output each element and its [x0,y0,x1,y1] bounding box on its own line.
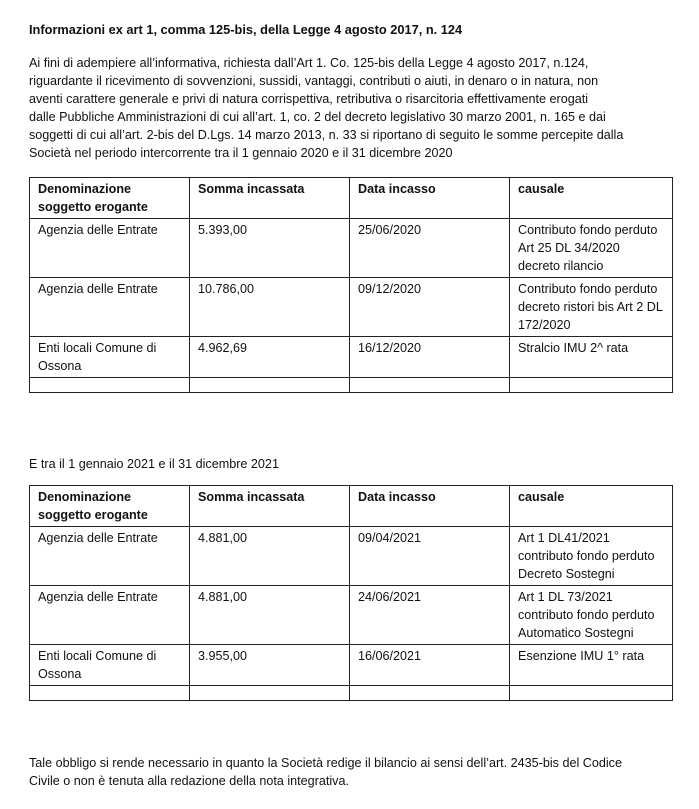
table-row [30,278,673,337]
closing-line: Civile o non è tenuta alla redazione della nota integrativa. [29,774,349,788]
empty-cell [190,686,350,701]
cell-data: 09/04/2021 [350,527,510,586]
column-header-data: Data incasso [350,178,510,219]
cell-causale: Art 1 DL 73/2021 contributo fondo perduto Automatico Sostegni [510,586,673,645]
table-row [30,645,673,686]
cell-data: 25/06/2020 [350,219,510,278]
cell-somma: 4.962,69 [190,337,350,378]
table-2021 [29,485,673,701]
column-header-causale: causale [510,178,673,219]
intro-line: aventi carattere generale e privi di natura corrispettiva, retributiva o risarcitoria effettivamente erogati [29,92,589,106]
empty-cell [350,378,510,393]
cell-denominazione: Enti locali Comune di Ossona [30,337,190,378]
intro-line: riguardante il ricevimento di sovvenzioni, sussidi, vantaggi, contributi o aiuti, in denaro o in natura, non [29,74,599,88]
document-heading: Informazioni ex art 1, comma 125-bis, della Legge 4 agosto 2017, n. 124 [29,22,463,37]
cell-denominazione: Agenzia delle Entrate [30,586,190,645]
cell-data: 24/06/2021 [350,586,510,645]
empty-cell [190,378,350,393]
empty-cell [510,686,673,701]
table-header-row [30,178,673,219]
cell-denominazione: Enti locali Comune di Ossona [30,645,190,686]
cell-causale: Contributo fondo perduto Art 25 DL 34/2020 decreto rilancio [510,219,673,278]
closing-line: Tale obbligo si rende necessario in quanto la Società redige il bilancio ai sensi dell’art. 2435-bis del Codice [29,756,622,770]
table-2020 [29,177,673,393]
cell-somma: 10.786,00 [190,278,350,337]
empty-table-row [30,378,673,393]
cell-data: 09/12/2020 [350,278,510,337]
empty-cell [510,378,673,393]
cell-denominazione: Agenzia delle Entrate [30,219,190,278]
table-row [30,219,673,278]
cell-somma: 3.955,00 [190,645,350,686]
column-header-somma: Somma incassata [190,178,350,219]
column-header-causale: causale [510,486,673,527]
intro-line: dalle Pubbliche Amministrazioni di cui all’art. 1, co. 2 del decreto legislativo 30 marzo 2001, n. 165 e dai [29,110,606,124]
cell-data: 16/06/2021 [350,645,510,686]
intro-line: soggetti di cui all’art. 2-bis del D.Lgs. 14 marzo 2013, n. 33 si riportano di seguito le somme percepite dalla [29,128,624,142]
cell-causale: Art 1 DL41/2021 contributo fondo perduto Decreto Sostegni [510,527,673,586]
cell-causale: Contributo fondo perduto decreto ristori bis Art 2 DL 172/2020 [510,278,673,337]
cell-causale: Esenzione IMU 1° rata [510,645,673,686]
table-row [30,337,673,378]
column-header-data: Data incasso [350,486,510,527]
empty-cell [30,686,190,701]
cell-denominazione: Agenzia delle Entrate [30,278,190,337]
empty-table-row [30,686,673,701]
cell-somma: 4.881,00 [190,586,350,645]
empty-cell [350,686,510,701]
intro-line: Società nel periodo intercorrente tra il 1 gennaio 2020 e il 31 dicembre 2020 [29,146,453,160]
empty-cell [30,378,190,393]
column-header-somma: Somma incassata [190,486,350,527]
cell-causale: Stralcio IMU 2^ rata [510,337,673,378]
table-header-row [30,486,673,527]
cell-denominazione: Agenzia delle Entrate [30,527,190,586]
closing-paragraph [29,754,672,790]
column-header-denominazione: Denominazione soggetto erogante [30,178,190,219]
intro-line: Ai fini di adempiere all’informativa, richiesta dall’Art 1. Co. 125-bis della Legge 4 agosto 2017, n.124, [29,56,589,70]
table-row [30,586,673,645]
cell-data: 16/12/2020 [350,337,510,378]
intro-paragraph [29,54,672,162]
cell-somma: 5.393,00 [190,219,350,278]
period-2021-text: E tra il 1 gennaio 2021 e il 31 dicembre 2021 [29,457,279,471]
column-header-denominazione: Denominazione soggetto erogante [30,486,190,527]
cell-somma: 4.881,00 [190,527,350,586]
table-row [30,527,673,586]
